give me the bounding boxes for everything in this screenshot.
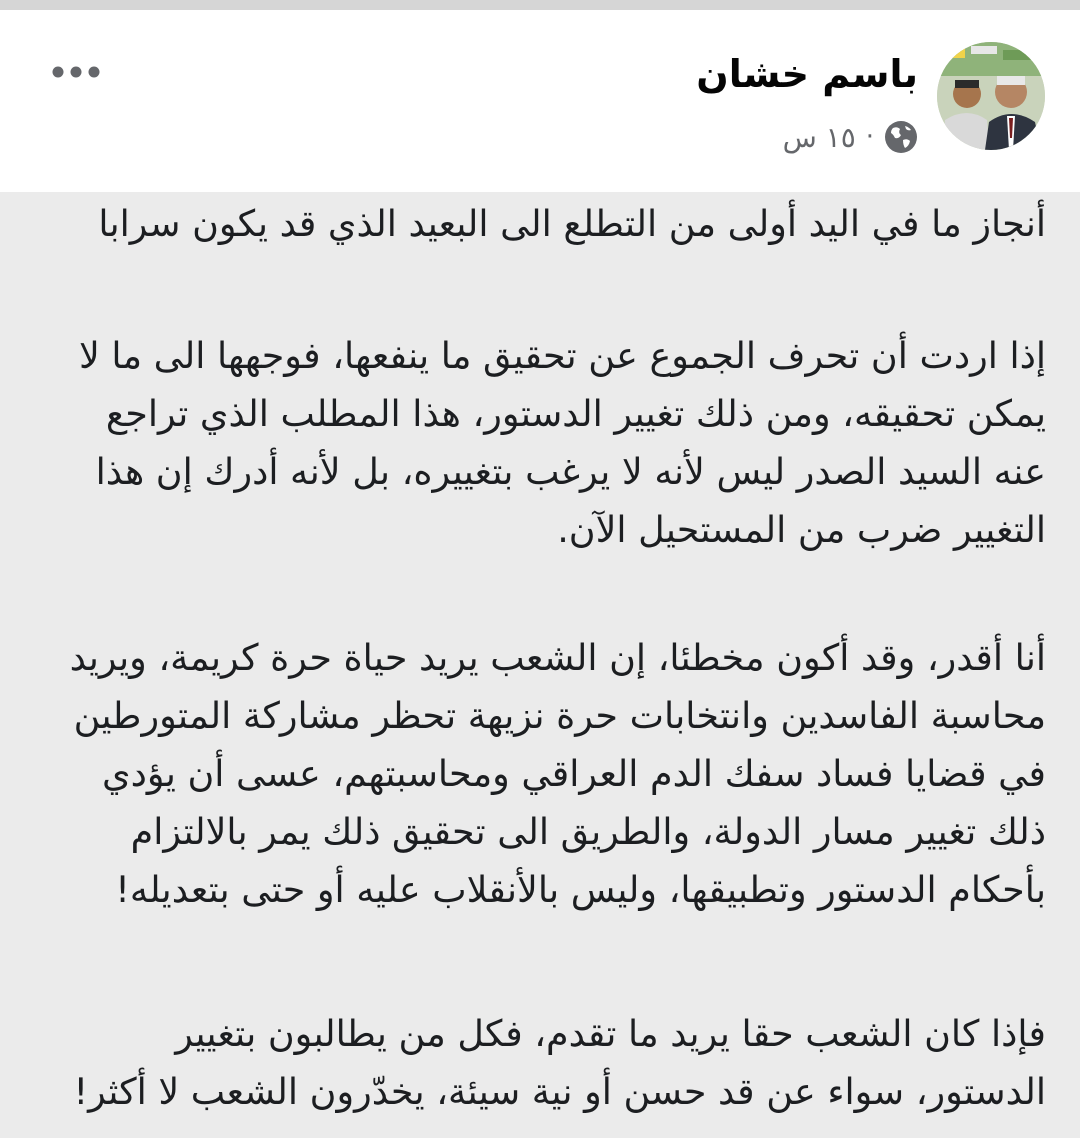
author-avatar[interactable] [937, 42, 1045, 150]
post-paragraph-3: أنا أقدر، وقد أكون مخطئا، إن الشعب يريد حياة حرة كريمة، ويريد محاسبة الفاسدين وانتخابات حرة نزيهة تحظر مشاركة المتورطين في قضايا فساد سفك الدم العراقي ومحاسبتهم، عسى أن يؤدي ذلك تغيير مسار الدولة، والطريق الى تحقيق ذلك يمر بالالتزام بأحكام الدستور وتطبيقها، وليس بالأنقلاب عليه أو حتى بتعديله! [69, 636, 1046, 911]
post-time[interactable]: ١٥ س [782, 120, 856, 154]
meta-separator: · [865, 122, 874, 152]
globe-icon[interactable] [884, 120, 918, 154]
post-paragraph-1: أنجاز ما في اليد أولى من التطلع الى البعيد الذي قد يكون سرابا [98, 202, 1046, 245]
post-meta [783, 117, 918, 157]
post-paragraph-4: فإذا كان الشعب حقا يريد ما تقدم، فكل من يطالبون بتغيير الدستور، سواء عن قد حسن أو نية سيئة، يخدّرون الشعب لا أكثر! [73, 1012, 1046, 1113]
post-header [0, 10, 1080, 192]
author-name[interactable]: باسم خشان [696, 52, 918, 96]
post-body [0, 192, 1080, 1138]
post-paragraph-2: إذا اردت أن تحرف الجموع عن تحقيق ما ينفعها، فوجهها الى ما لا يمكن تحقيقه، ومن ذلك تغيير الدستور، هذا المطلب الذي تراجع عنه السيد الصدر ليس لأنه لا يرغب بتغييره، بل لأنه أدرك إن هذا التغيير ضرب من المستحيل الآن. [78, 334, 1046, 551]
more-options-icon[interactable] [48, 54, 104, 90]
top-divider [0, 0, 1080, 10]
